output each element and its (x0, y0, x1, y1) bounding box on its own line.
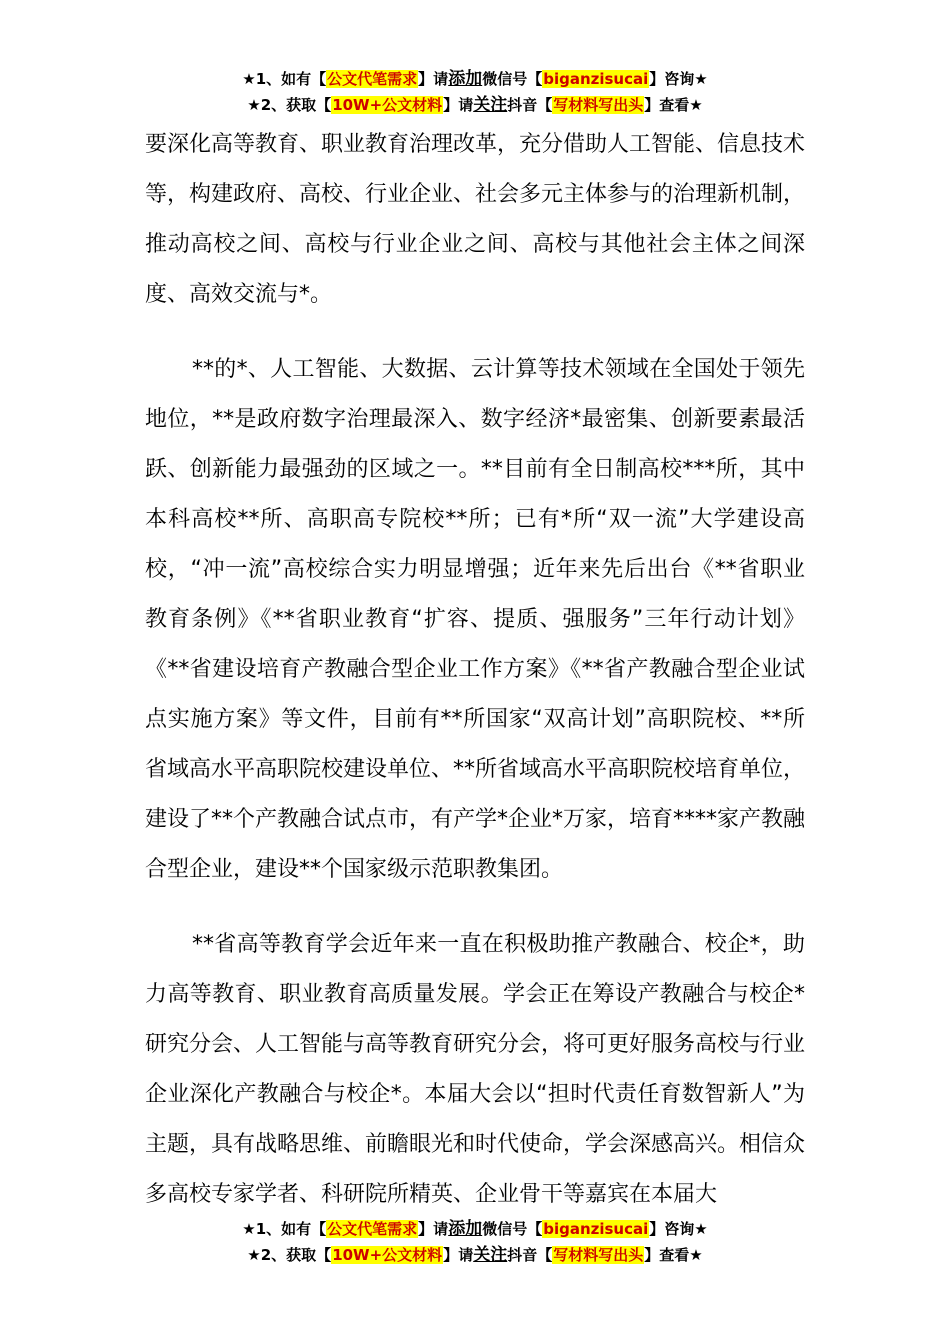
banner-text: 】请 (443, 96, 474, 114)
paragraph-2: **的*、人工智能、大数据、云计算等技术领域在全国处于领先地位，**是政府数字治理最深入、数字经济*最密集、创新要素最活跃、创新能力最强劲的区域之一。**目前有全日制高校***所，其中本科高校**所、高职高专院校**所；已有*所“双一流”大学建设高校，“冲一流”高校综合实力明显增强；近年来先后出台《**省职业教育条例》《**省职业教育“扩容、提质、强服务”三年行动计划》《**省建设培育产教融合型企业工作方案》《**省产教融合型企业试点实施方案》等文件，目前有**所国家“双高计划”高职院校、**所省域高水平高职院校建设单位、**所省域高水平高职院校培育单位，建设了**个产教融合试点市，有产学*企业*万家，培育****家产教融合型企业，建设**个国家级示范职教集团。 (145, 357, 806, 882)
banner-emphasis-follow: 关注 (473, 95, 508, 115)
document-body (145, 120, 805, 1220)
banner-text: ★2、获取【 (247, 1246, 332, 1264)
banner-line-2 (0, 92, 950, 118)
banner-highlight-materials: 10W+公文材料 (332, 96, 443, 114)
banner-text: 】查看★ (644, 1246, 703, 1264)
banner-text: ★1、如有【 (242, 1220, 327, 1238)
banner-text: 】请 (418, 70, 449, 88)
banner-text: ★1、如有【 (242, 70, 327, 88)
banner-emphasis-follow: 关注 (473, 1245, 508, 1265)
banner-text: 】咨询★ (649, 70, 708, 88)
banner-text: 】请 (443, 1246, 474, 1264)
banner-highlight-douyin: 写材料写出头 (553, 96, 644, 114)
banner-text: 微信号【 (482, 1220, 543, 1238)
banner-text: 】咨询★ (649, 1220, 708, 1238)
banner-line-2 (0, 1242, 950, 1268)
banner-emphasis-add: 添加 (448, 69, 483, 89)
banner-highlight-service: 公文代笔需求 (327, 1220, 418, 1238)
banner-emphasis-add: 添加 (448, 1219, 483, 1239)
banner-line-1 (0, 66, 950, 92)
banner-text: 微信号【 (482, 70, 543, 88)
header-banner (0, 66, 950, 118)
banner-text: 抖音【 (507, 1246, 553, 1264)
banner-text: ★2、获取【 (247, 96, 332, 114)
banner-highlight-wechat-id: biganzisucai (543, 70, 649, 88)
banner-highlight-wechat-id: biganzisucai (543, 1220, 649, 1238)
banner-text: 】请 (418, 1220, 449, 1238)
banner-highlight-douyin: 写材料写出头 (553, 1246, 644, 1264)
footer-banner (0, 1216, 950, 1268)
banner-highlight-service: 公文代笔需求 (327, 70, 418, 88)
paragraph-3: **省高等教育学会近年来一直在积极助推产教融合、校企*，助力高等教育、职业教育高质量发展。学会正在筹设产教融合与校企*研究分会、人工智能与高等教育研究分会，将可更好服务高校与行业企业深化产教融合与校企*。本届大会以“担时代责任育数智新人”为主题，具有战略思维、前瞻眼光和时代使命，学会深感高兴。相信众多高校专家学者、科研院所精英、企业骨干等嘉宾在本届大 (145, 932, 806, 1207)
banner-line-1 (0, 1216, 950, 1242)
banner-text: 】查看★ (644, 96, 703, 114)
banner-highlight-materials: 10W+公文材料 (332, 1246, 443, 1264)
paragraph-1: 要深化高等教育、职业教育治理改革，充分借助人工智能、信息技术等，构建政府、高校、行业企业、社会多元主体参与的治理新机制，推动高校之间、高校与行业企业之间、高校与其他社会主体之间深度、高效交流与*。 (145, 132, 806, 307)
banner-text: 抖音【 (507, 96, 553, 114)
